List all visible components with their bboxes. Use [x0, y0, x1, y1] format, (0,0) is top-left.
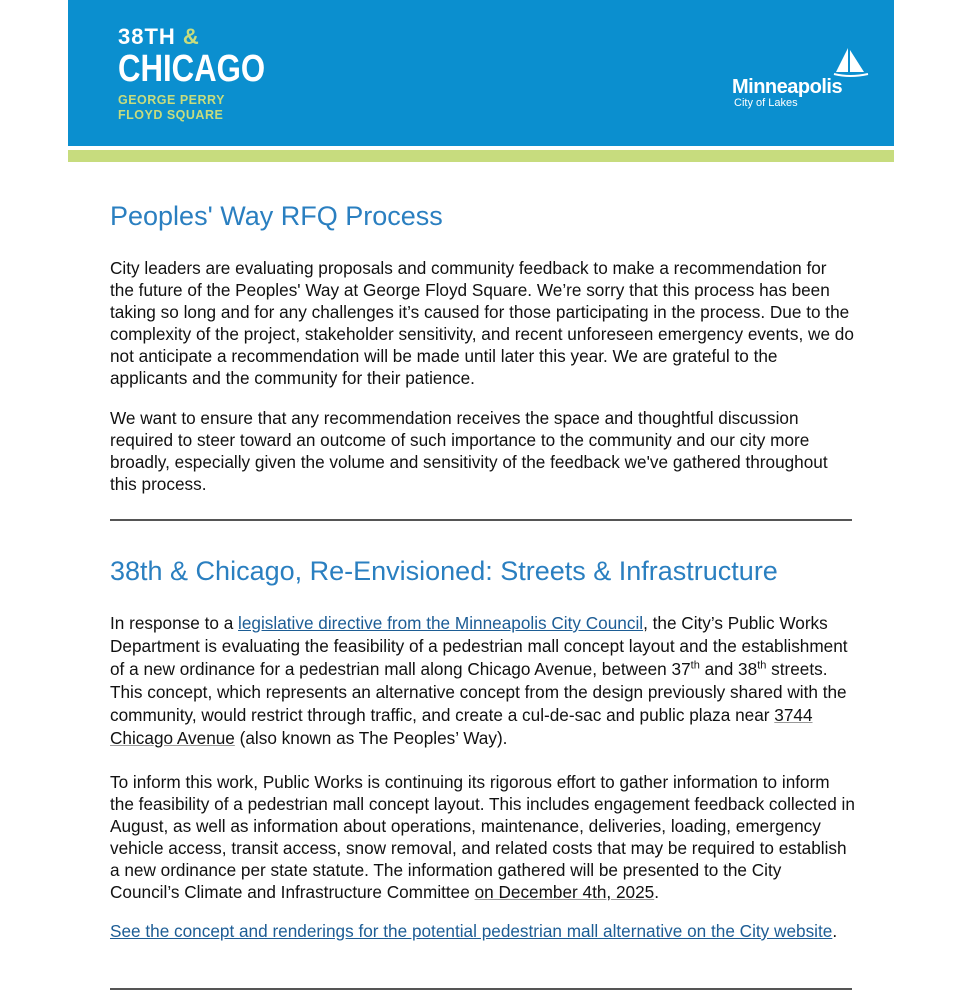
email-header-banner [68, 0, 894, 146]
text-span: streets. This concept, which represents an alternative concept from the design previously shared with the community, would restrict through traffic, and create a cul-de-sac and public plaza near [110, 659, 847, 725]
logo-text-ampersand: & [182, 24, 200, 49]
streets-paragraph-3 [110, 920, 855, 942]
superscript-th: th [690, 659, 700, 672]
rfq-paragraph-2: We want to ensure that any recommendation receives the space and thoughtful discussion required to steer toward an outcome of such importance to the community and our city more broadly, especially given the volume and sensitivity of the feedback we've gathered throughout this process. [110, 408, 828, 494]
section-divider [110, 519, 852, 521]
text-span: . [654, 882, 660, 902]
minneapolis-logo [732, 46, 872, 109]
text-span: and 38 [699, 659, 758, 679]
accent-divider-bar [68, 150, 894, 162]
logo-text-city-of-lakes: City of Lakes [734, 97, 798, 109]
section-title-streets: 38th & Chicago, Re-Envisioned: Streets & Infrastructure [110, 556, 778, 586]
superscript-th: th [757, 659, 767, 672]
logo-text-minneapolis: Minneapolis [732, 76, 843, 98]
logo-text-chicago: CHICAGO [118, 48, 266, 90]
streets-paragraph-1 [110, 612, 855, 750]
sailboat-icon [830, 46, 870, 80]
section-divider [110, 988, 852, 990]
section-title-rfq: Peoples' Way RFQ Process [110, 201, 443, 231]
date-link[interactable]: on December 4th, 2025 [474, 882, 655, 902]
text-span: , the City’s Public Works Department is evaluating the feasibility of a pedestrian mall concept layout and the establishment of a new ordinance for a pedestrian mall along Chicago Avenue, between 37 [110, 613, 848, 679]
38th-chicago-logo [118, 24, 266, 123]
text-span: To inform this work, Public Works is continuing its rigorous effort to gather information to inform the feasibility of a pedestrian mall concept layout. This includes engagement feedback collected in August, as well as information about operations, maintenance, deliveries, loading, emergency vehicle access, transit access, snow removal, and related costs that may be required to establish a new ordinance per state statute. The information gathered will be presented to the City Council’s Climate and Infrastructure Committee [110, 772, 855, 902]
text-span: In response to a [110, 613, 239, 633]
address-link[interactable]: 3744 Chicago Avenue [110, 705, 813, 748]
streets-paragraph-2 [110, 771, 855, 903]
concept-renderings-link[interactable]: See the concept and renderings for the potential pedestrian mall alternative on the City website [110, 921, 833, 941]
logo-text-38th: 38TH [118, 24, 183, 49]
logo-text-george-perry: GEORGE PERRY [118, 93, 225, 107]
rfq-paragraph-1: City leaders are evaluating proposals and community feedback to make a recommendation for the future of the Peoples' Way at George Floyd Square. We’re sorry that this process has been taking so long and for any challenges it’s caused for those participating in the process. Due to the complexity of the project, stakeholder sensitivity, and recent unforeseen emergency events, we do not anticipate a recommendation will be made until later this year. We are grateful to the applicants and the community for their patience. [110, 258, 854, 388]
text-span: (also known as The Peoples’ Way). [234, 728, 508, 748]
legislative-directive-link[interactable]: legislative directive from the Minneapolis City Council [238, 613, 644, 633]
logo-text-floyd-square: FLOYD SQUARE [118, 108, 224, 122]
text-span: . [832, 921, 838, 941]
